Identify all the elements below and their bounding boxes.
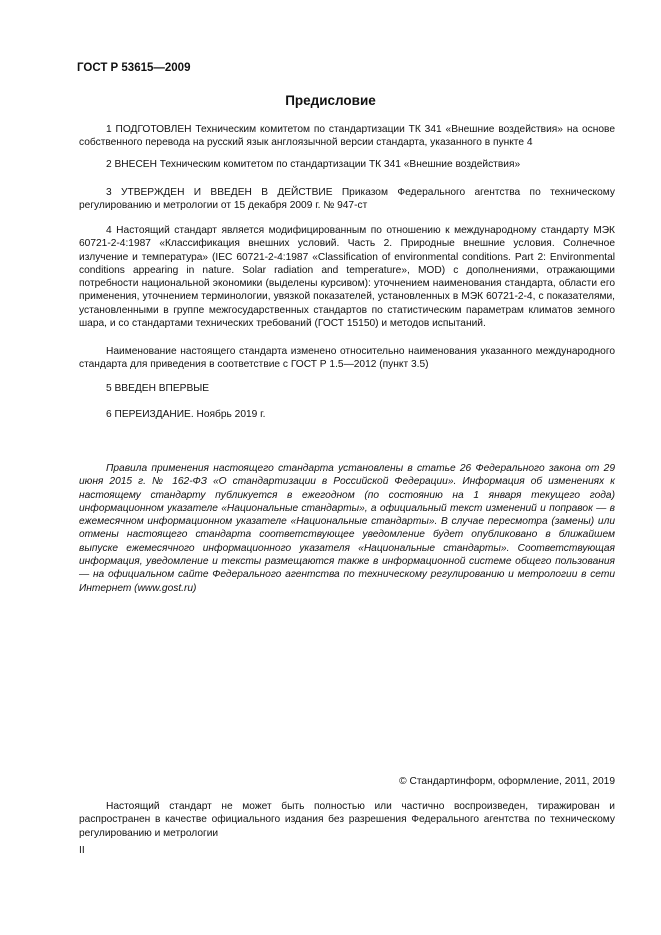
paragraph-3: 3 УТВЕРЖДЕН И ВВЕДЕН В ДЕЙСТВИЕ Приказом Федерального агентства по техническому регулированию и метрологии от 15 декабря 2009 г. № 947-ст bbox=[79, 187, 615, 212]
paragraph-4-name-change: Наименование настоящего стандарта изменено относительно наименования указанного международного стандарта для приведения в соответствие с ГОСТ Р 1.5—2012 (пункт 3.5) bbox=[79, 346, 615, 371]
application-rules-notice: Правила применения настоящего стандарта установлены в статье 26 Федерального закона от 29 июня 2015 г. № 162-ФЗ «О стандартизации в Российской Федерации». Информация об изменениях к настоящему стандарту публикуется в ежегодном (по состоянию на 1 января текущего года) информационном указателе «Национальные стандарты», а официальный текст изменений и поправок — в ежемесячном информационном указателе «Национальные стандарты». В случае пересмотра (замены) или отмены настоящего стандарта соответствующее уведомление будет опубликовано в ближайшем выпуске ежемесячного информационного указателя «Национальные стандарты». Соответствующая информация, уведомление и тексты размещаются также в информационной системе общего пользования — на официальном сайте Федерального агентства по техническому регулированию и метрологии в сети Интернет (www.gost.ru) bbox=[79, 463, 615, 594]
reproduction-notice: Настоящий стандарт не может быть полностью или частично воспроизведен, тиражирован и распространен в качестве официального издания без разрешения Федерального агентства по техническому регулированию и метрологии bbox=[79, 801, 615, 839]
page-title: Предисловие bbox=[285, 93, 376, 108]
copyright-line: © Стандартинформ, оформление, 2011, 2019 bbox=[399, 776, 615, 787]
paragraph-5: 5 ВВЕДЕН ВПЕРВЫЕ bbox=[106, 383, 210, 394]
paragraph-1: 1 ПОДГОТОВЛЕН Техническим комитетом по стандартизации ТК 341 «Внешние воздействия» на основе собственного перевода на русский язык англоязычной версии стандарта, указанного в пункте 4 bbox=[79, 124, 615, 149]
paragraph-6: 6 ПЕРЕИЗДАНИЕ. Ноябрь 2019 г. bbox=[106, 409, 266, 420]
page-number: II bbox=[79, 845, 85, 856]
paragraph-4: 4 Настоящий стандарт является модифицированным по отношению к международному стандарту МЭК 60721-2-4:1987 «Классификация внешних условий. Часть 2. Природные внешние условия. Солнечное излучение и температура» (IEC 60721-2-4:1987 «Classification of environmental conditions. Part 2: Environmental conditions appearing in nature. Solar radiation and temperature», MOD) с дополнениями, отражающими потребности национальной экономики (выделены курсивом): уточнением наименования стандарта, области его применения, уточнением терминологии, увязкой показателей, установленных в МЭК 60721-2-4, с показателями, установленными в группе межгосударственных стандартов по статистическим параметрам климатов земного шара, и со стандартами технических требований (ГОСТ 15150) и методов испытаний. bbox=[79, 225, 615, 330]
document-code: ГОСТ Р 53615—2009 bbox=[77, 62, 191, 74]
paragraph-2: 2 ВНЕСЕН Техническим комитетом по стандартизации ТК 341 «Внешние воздействия» bbox=[106, 159, 521, 170]
